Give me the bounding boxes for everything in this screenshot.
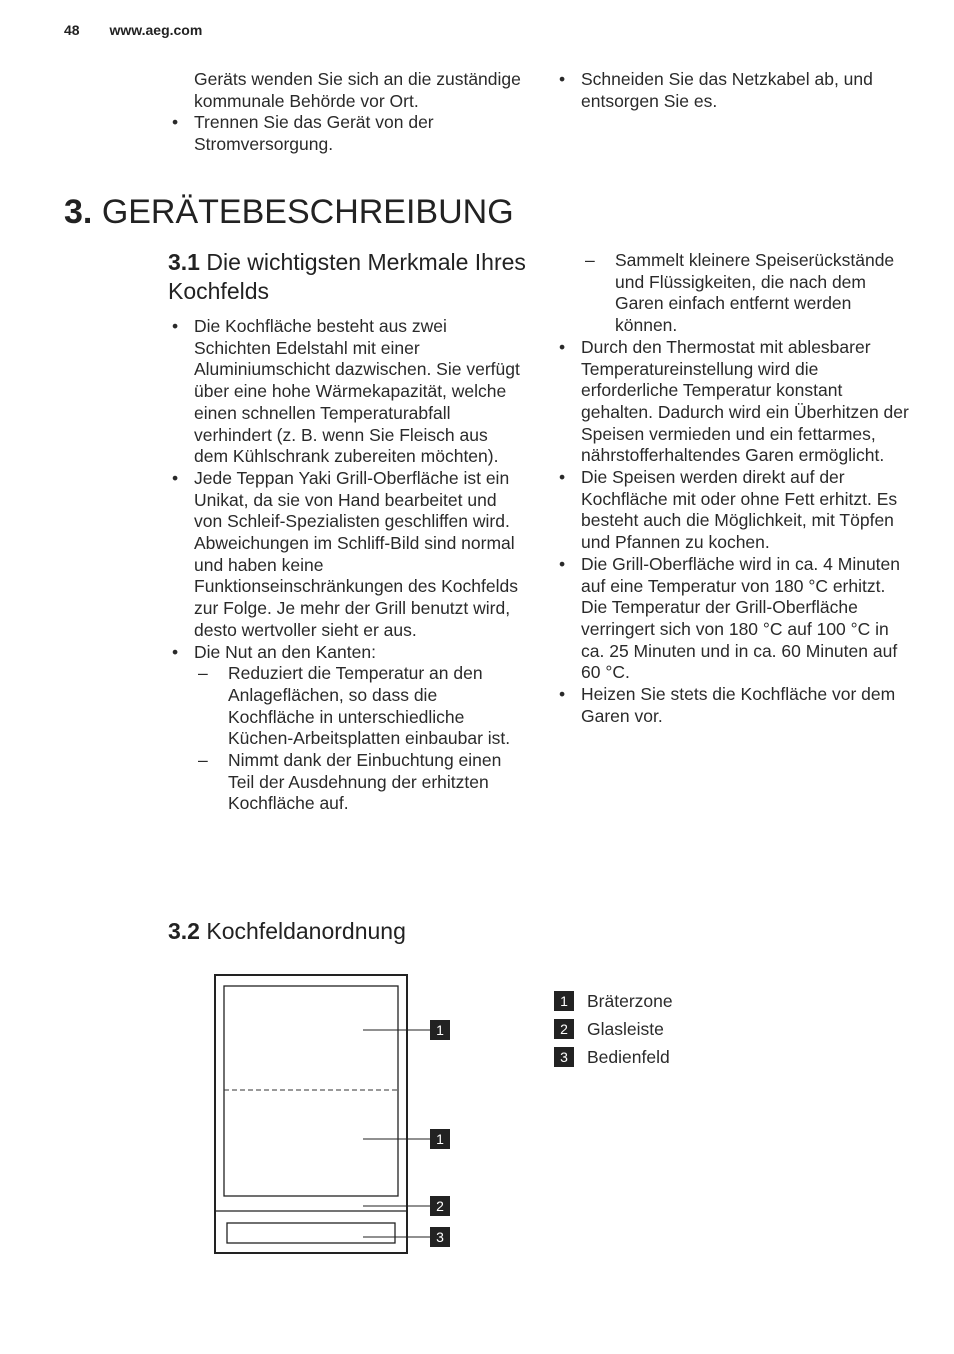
legend-item — [554, 1015, 673, 1043]
section-title-text: GERÄTEBESCHREIBUNG — [101, 193, 514, 231]
list-item: • Schneiden Sie das Netzkabel ab, und entsorgen Sie es. — [555, 69, 915, 112]
list-item: • Die Grill-Oberfläche wird in ca. 4 Minuten auf eine Temperatur von 180 °C erhitzt. Die Temperatur der Grill-Oberfläche verringert sich von 180 °C auf 100 °C in ca. 25 Minuten und in ca. 60 Minuten auf 60 °C. — [555, 554, 915, 684]
list-item: • Die Kochfläche besteht aus zwei Schichten Edelstahl mit einer Aluminiumschicht dazwischen. Sie verfügt über eine hohe Wärmekapazität, welche einen schnellen Temperaturabfall verhindert (z. B. wenn Sie Fleisch aus dem Kühlschrank zubereiten möchten). — [168, 316, 526, 468]
subsection-number: 3.2 — [168, 918, 200, 944]
top-left-column — [168, 69, 528, 156]
legend-number: 1 — [554, 991, 574, 1011]
subsection-title-3-2 — [168, 917, 406, 946]
cooktop-diagram-svg — [210, 970, 460, 1260]
subsection-title-text: Kochfeldanordnung — [206, 918, 406, 944]
callout-number: 3 — [436, 1229, 444, 1245]
subsection-title-text: Die wichtigsten Merkmale Ihres Kochfelds — [168, 249, 526, 304]
cooktop-diagram — [210, 970, 460, 1265]
continued-text: Geräts wenden Sie sich an die zuständige kommunale Behörde vor Ort. — [194, 69, 521, 111]
legend-label: Bedienfeld — [587, 1046, 670, 1067]
section-title — [64, 190, 514, 234]
legend-item — [554, 987, 673, 1015]
header-url[interactable]: www.aeg.com — [109, 22, 203, 38]
list-item: • Jede Teppan Yaki Grill-Oberfläche ist ein Unikat, da sie von Hand bearbeitet und von Schleif-Spezialisten geschliffen wird. Abweichungen im Schliff-Bild sind normal und haben keine Funktionseinschränkungen des Kochfelds zur Folge. Je mehr der Grill benutzt wird, desto wertvoller sieht er aus. — [168, 468, 526, 642]
callout-number: 2 — [436, 1198, 444, 1214]
callout-number: 1 — [436, 1131, 444, 1147]
list-item: • Heizen Sie stets die Kochfläche vor dem Garen vor. — [555, 684, 915, 727]
section-number: 3. — [64, 193, 93, 231]
list-item: • Durch den Thermostat mit ablesbarer Temperatureinstellung wird die erforderliche Temperatur konstant gehalten. Dadurch wird ein Überhitzen der Speisen vermieden und ein fettarmes, nährstofferhaltendes Garen ermöglicht. — [555, 337, 915, 467]
legend-label: Bräterzone — [587, 990, 673, 1011]
sub-list-item: – Sammelt kleinere Speiserückstände und Flüssigkeiten, die nach dem Garen einfach entfernt werden können. — [581, 250, 915, 337]
sub-list — [194, 663, 526, 815]
sub-list-item: – Reduziert die Temperatur an den Anlageflächen, so dass die Kochfläche in unterschiedliche Küchen-Arbeitsplatten einbaubar ist. — [194, 663, 526, 750]
sub-list-item: – Nimmt dank der Einbuchtung einen Teil der Ausdehnung der erhitzten Kochfläche auf. — [194, 750, 526, 815]
features-left-column — [168, 316, 526, 815]
legend-label: Glasleiste — [587, 1018, 664, 1039]
legend-item — [554, 1043, 673, 1071]
list-item — [168, 642, 526, 816]
legend-number: 2 — [554, 1019, 574, 1039]
subsection-title-3-1 — [168, 248, 528, 306]
top-right-column — [555, 69, 915, 112]
page-header — [64, 22, 202, 38]
list-item: • Trennen Sie das Gerät von der Stromversorgung. — [168, 112, 528, 155]
page-number: 48 — [64, 22, 80, 38]
legend-number: 3 — [554, 1047, 574, 1067]
callout-number: 1 — [436, 1022, 444, 1038]
subsection-number: 3.1 — [168, 249, 200, 275]
list-item: • Die Speisen werden direkt auf der Kochfläche mit oder ohne Fett erhitzt. Es besteht auch die Möglichkeit, mit Töpfen und Pfannen zu kochen. — [555, 467, 915, 554]
diagram-legend — [554, 987, 673, 1071]
list-item-text: Die Nut an den Kanten: — [194, 641, 376, 662]
features-right-column — [555, 250, 915, 727]
